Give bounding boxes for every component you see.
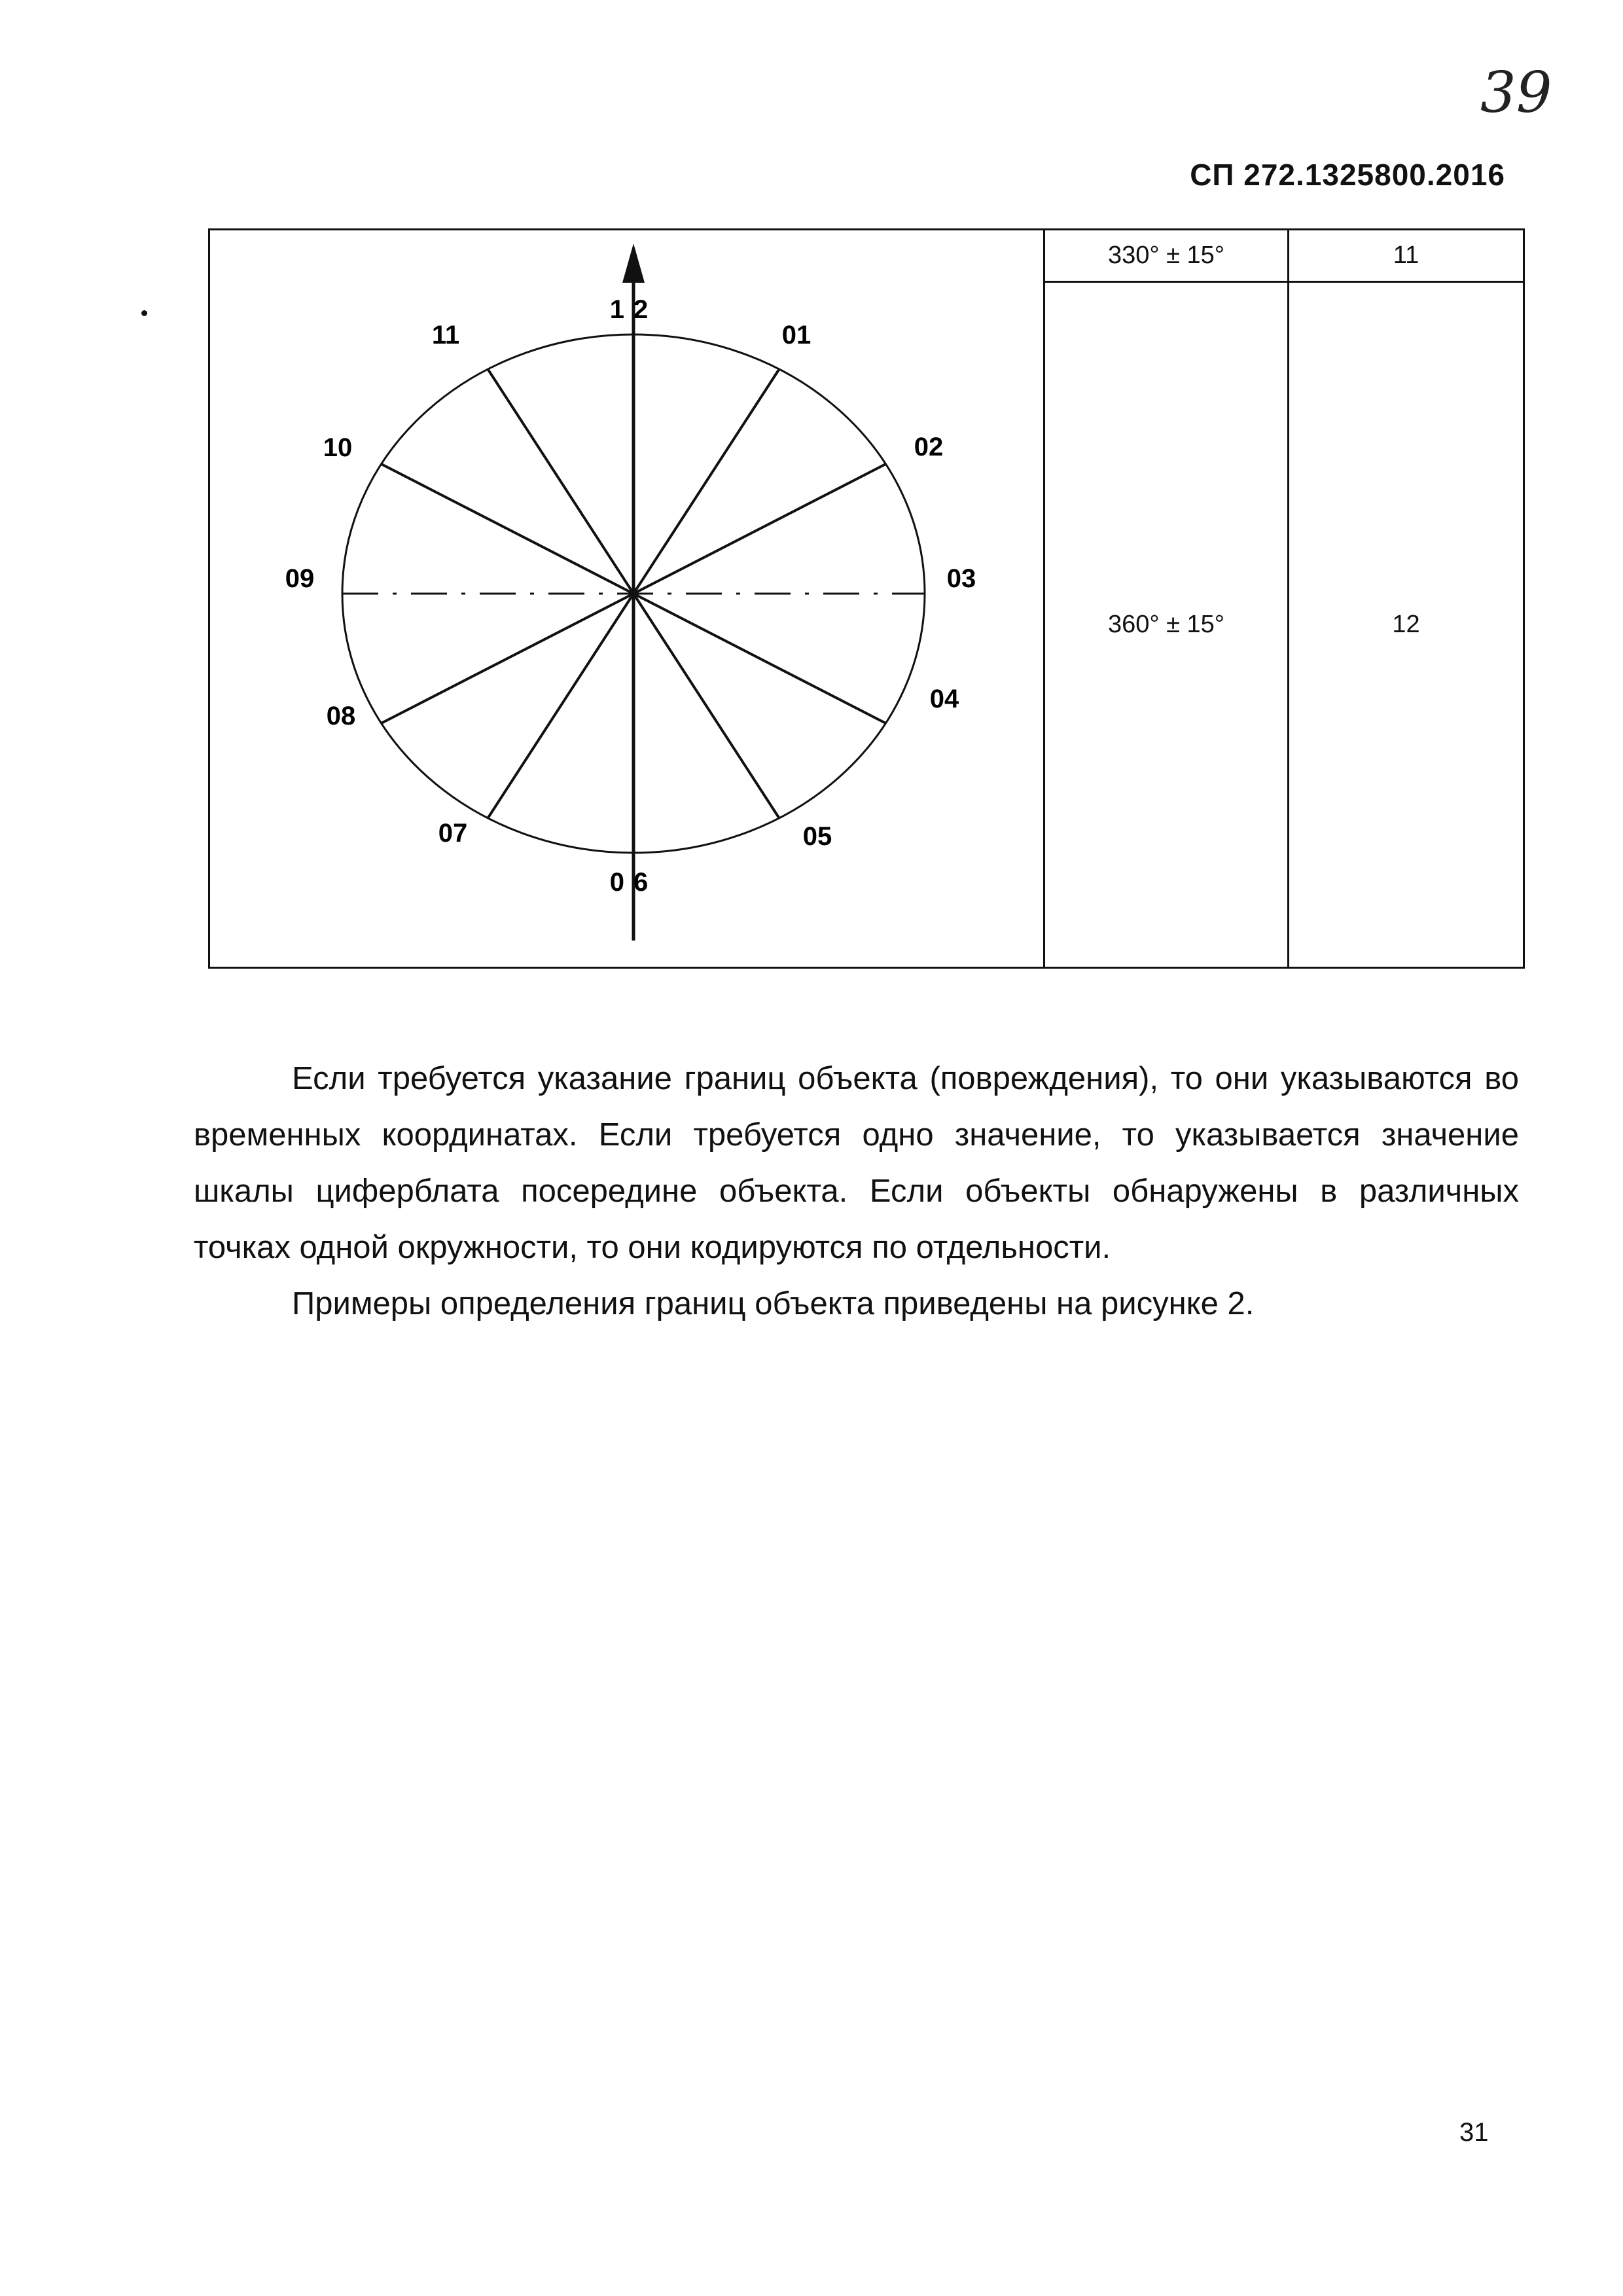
clock-label-04: 04 — [929, 685, 959, 713]
document-code: СП 272.1325800.2016 — [1190, 158, 1505, 192]
handwritten-page-mark: 39 — [1480, 60, 1552, 126]
spoke-08 — [382, 594, 633, 723]
angle-cell-row1: 330° ± 15° — [1045, 230, 1287, 283]
code-column — [1289, 230, 1523, 967]
figure-table — [208, 228, 1525, 969]
clock-label-12: 12 — [609, 295, 658, 324]
clock-label-08: 08 — [326, 702, 356, 730]
spoke-07 — [488, 594, 634, 818]
clock-label-09: 09 — [285, 564, 315, 593]
clock-label-03: 03 — [946, 564, 976, 593]
body-paragraph-1: Если требуется указание границ объекта (повреждения), то они указываются во временных координатах. Если требуется одно значение, то указывается значение шкалы циферблата посередине объекта. Если объекты обнаружены в различных точках одной окружности, то они кодируются по отдельности. — [194, 1061, 1519, 1265]
clock-label-10: 10 — [323, 433, 353, 462]
angle-cell-row2: 360° ± 15° — [1107, 611, 1225, 638]
clock-label-11: 11 — [431, 321, 460, 350]
spoke-11 — [488, 369, 634, 594]
body-paragraph-2: Примеры определения границ объекта приведены на рисунке 2. — [292, 1286, 1255, 1321]
spoke-04 — [633, 594, 885, 723]
spoke-10 — [382, 464, 633, 594]
arrowhead-icon — [622, 243, 645, 283]
stray-dot — [141, 310, 147, 316]
angle-column — [1045, 230, 1289, 967]
code-cell-row1: 11 — [1289, 230, 1523, 283]
clock-diagram-cell — [210, 230, 1045, 967]
clock-label-05: 05 — [802, 822, 832, 851]
clock-label-07: 07 — [438, 819, 468, 848]
spoke-02 — [633, 464, 885, 594]
clock-label-06: 06 — [609, 868, 658, 897]
spoke-05 — [633, 594, 779, 818]
clock-label-02: 02 — [914, 433, 944, 461]
spoke-01 — [633, 369, 779, 594]
clock-label-01: 01 — [781, 321, 812, 350]
code-cell-row2: 12 — [1392, 611, 1420, 638]
page-number: 31 — [1459, 2118, 1489, 2147]
clock-diagram — [210, 230, 1041, 967]
